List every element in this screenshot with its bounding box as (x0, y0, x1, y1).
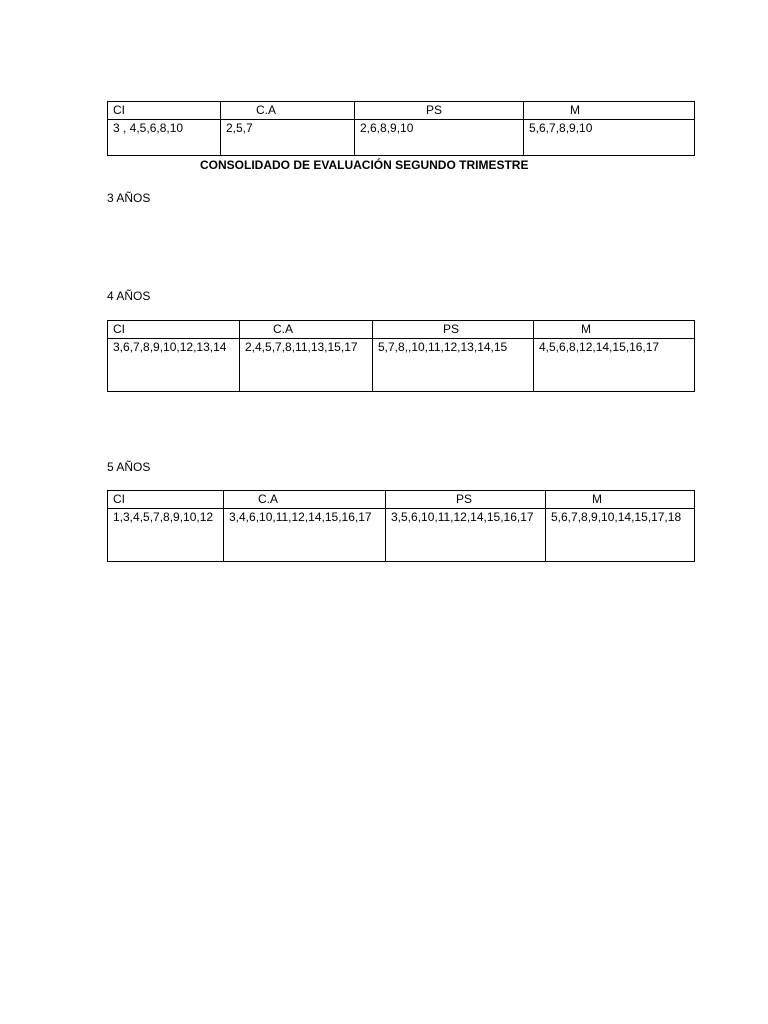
evaluation-table-4-years (107, 320, 695, 392)
header-m: M (546, 491, 695, 509)
evaluation-table-top (107, 101, 695, 156)
section-label-4-years: 4 AÑOS (107, 289, 151, 303)
cell-ci: 1,3,4,5,7,8,9,10,12 (108, 509, 224, 562)
cell-ca: 3,4,6,10,11,12,14,15,16,17 (224, 509, 386, 562)
table-header-row (108, 321, 695, 339)
cell-m: 5,6,7,8,9,10,14,15,17,18 (546, 509, 695, 562)
header-m: M (524, 102, 695, 120)
header-ps: PS (386, 491, 546, 509)
table-row (108, 120, 695, 156)
header-ci: CI (108, 321, 240, 339)
header-ca: C.A (224, 491, 386, 509)
header-ci: CI (108, 102, 221, 120)
cell-m: 4,5,6,8,12,14,15,16,17 (534, 339, 695, 392)
section-label-5-years: 5 AÑOS (107, 460, 151, 474)
header-m: M (534, 321, 695, 339)
evaluation-table-5-years (107, 490, 695, 562)
table-header-row (108, 491, 695, 509)
section-label-3-years: 3 AÑOS (107, 191, 151, 205)
cell-ps: 5,7,8,,10,11,12,13,14,15 (373, 339, 534, 392)
cell-ca: 2,5,7 (221, 120, 355, 156)
cell-m: 5,6,7,8,9,10 (524, 120, 695, 156)
cell-ci: 3 , 4,5,6,8,10 (108, 120, 221, 156)
document-title: CONSOLIDADO DE EVALUACIÓN SEGUNDO TRIMESTRE (200, 158, 529, 172)
header-ps: PS (355, 102, 524, 120)
header-ps: PS (373, 321, 534, 339)
cell-ps: 2,6,8,9,10 (355, 120, 524, 156)
header-ci: CI (108, 491, 224, 509)
table-row (108, 509, 695, 562)
header-ca: C.A (221, 102, 355, 120)
cell-ci: 3,6,7,8,9,10,12,13,14 (108, 339, 240, 392)
table-header-row (108, 102, 695, 120)
table-row (108, 339, 695, 392)
header-ca: C.A (240, 321, 373, 339)
cell-ca: 2,4,5,7,8,11,13,15,17 (240, 339, 373, 392)
cell-ps: 3,5,6,10,11,12,14,15,16,17 (386, 509, 546, 562)
